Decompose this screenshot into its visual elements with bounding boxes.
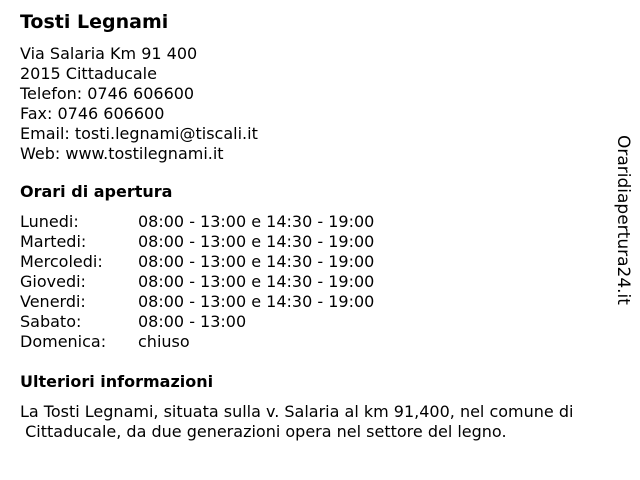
hours-time: chiuso: [138, 332, 190, 351]
opening-hours-table: [20, 212, 620, 352]
further-info-heading: Ulteriori informazioni: [20, 372, 214, 391]
hours-time: 08:00 - 13:00 e 14:30 - 19:00: [138, 252, 375, 271]
opening-hours-heading: Orari di apertura: [20, 182, 173, 201]
hours-day: Domenica:: [20, 332, 107, 351]
hours-time: 08:00 - 13:00: [138, 312, 247, 331]
hours-day: Lunedi:: [20, 212, 79, 231]
address-line-2: 2015 Cittaducale: [20, 64, 157, 83]
hours-time: 08:00 - 13:00 e 14:30 - 19:00: [138, 212, 375, 231]
hours-day: Mercoledi:: [20, 252, 103, 271]
web-line: Web: www.tostilegnami.it: [20, 144, 224, 163]
hours-row: [20, 232, 620, 252]
email-line: Email: tosti.legnami@tiscali.it: [20, 124, 258, 143]
hours-time: 08:00 - 13:00 e 14:30 - 19:00: [138, 292, 375, 311]
fax-line: Fax: 0746 606600: [20, 104, 165, 123]
hours-row: [20, 212, 620, 232]
side-brand-text: Oraridiapertura24.it: [613, 135, 633, 305]
further-info-text: La Tosti Legnami, situata sulla v. Salaria al km 91,400, nel comune di Cittaducale, da due generazioni opera nel settore del legno.: [20, 402, 574, 441]
business-card: [20, 8, 620, 442]
hours-row: [20, 292, 620, 312]
hours-row: [20, 312, 620, 332]
business-name: Tosti Legnami: [20, 11, 169, 33]
hours-time: 08:00 - 13:00 e 14:30 - 19:00: [138, 232, 375, 251]
hours-day: Giovedi:: [20, 272, 86, 291]
hours-row: [20, 332, 620, 352]
address-line-1: Via Salaria Km 91 400: [20, 44, 198, 63]
hours-day: Martedi:: [20, 232, 87, 251]
hours-row: [20, 272, 620, 292]
hours-day: Venerdi:: [20, 292, 86, 311]
hours-row: [20, 252, 620, 272]
hours-time: 08:00 - 13:00 e 14:30 - 19:00: [138, 272, 375, 291]
phone-line: Telefon: 0746 606600: [20, 84, 195, 103]
hours-day: Sabato:: [20, 312, 82, 331]
